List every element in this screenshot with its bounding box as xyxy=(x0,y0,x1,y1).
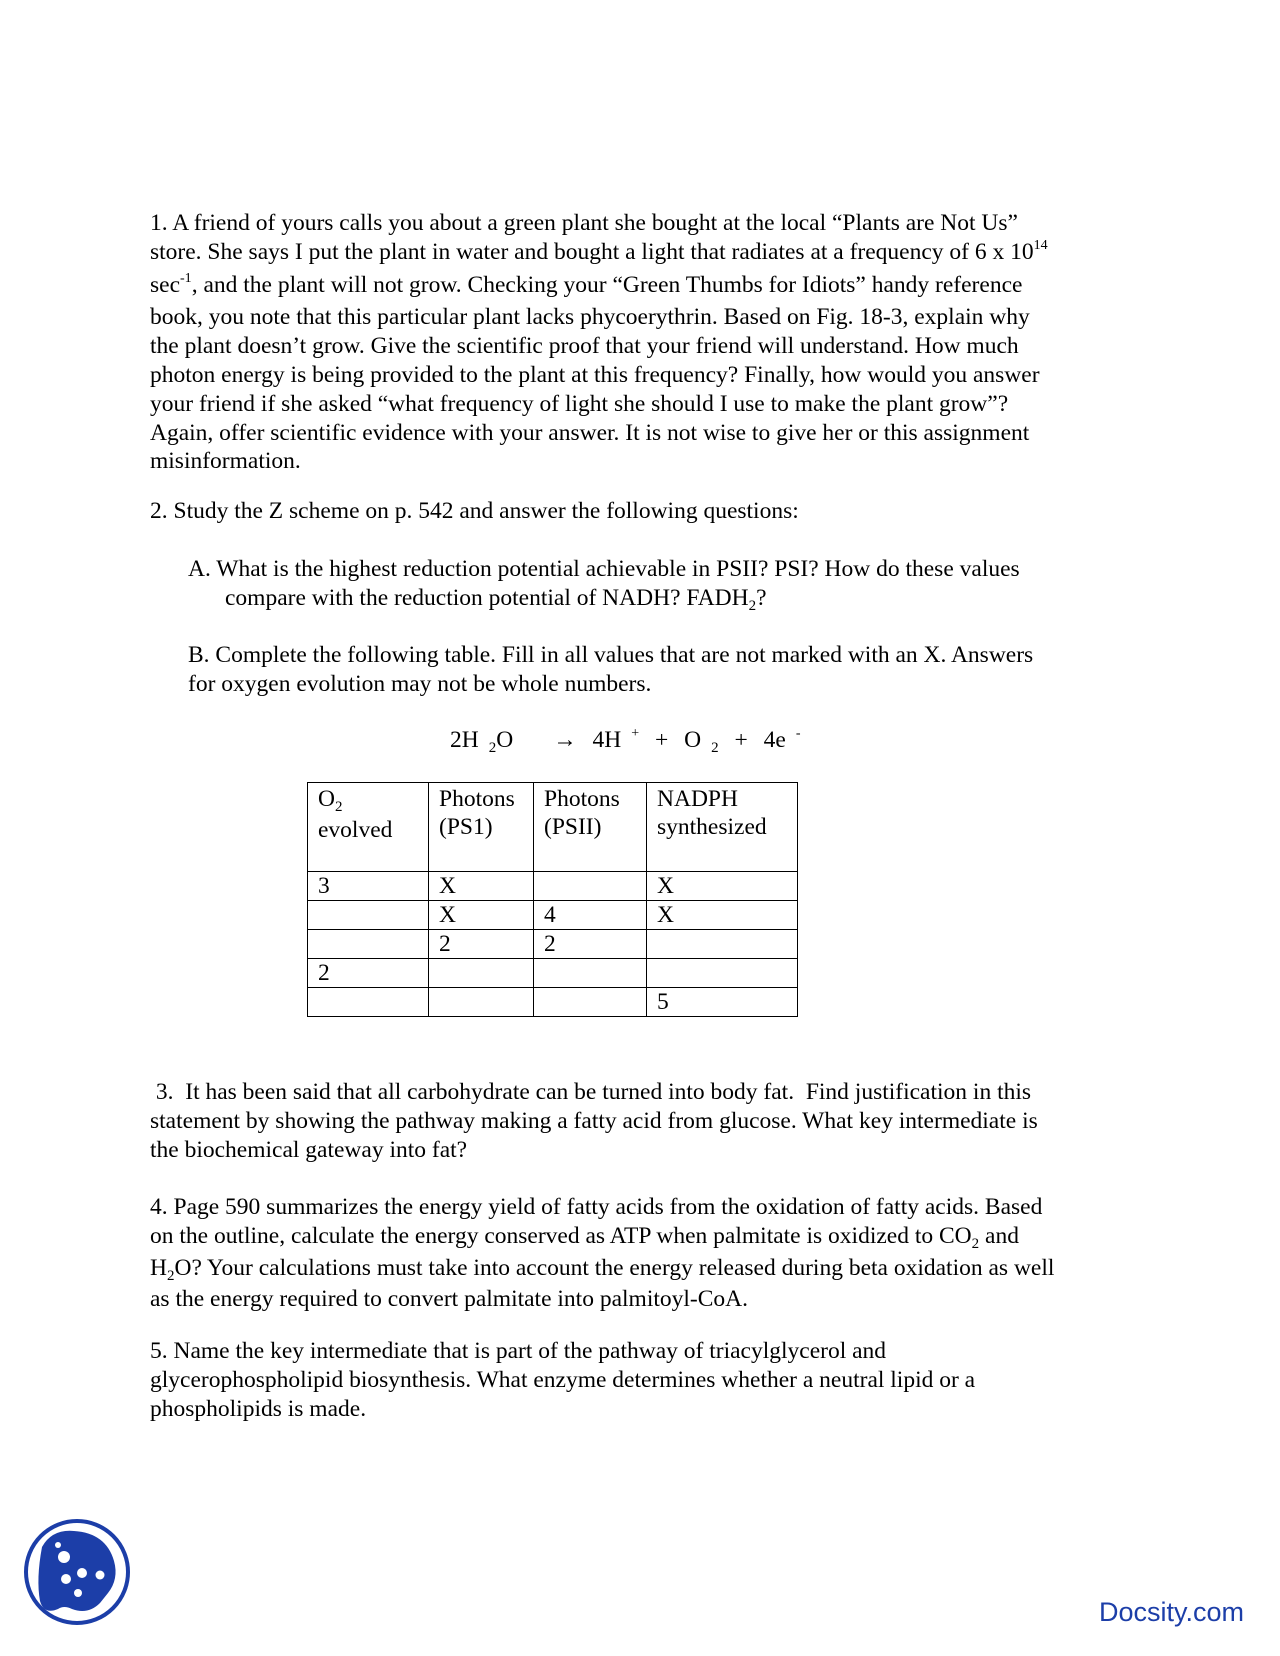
water-splitting-equation xyxy=(450,727,810,754)
question-4 xyxy=(150,1193,1135,1314)
q4-line-text: and xyxy=(979,1222,1019,1249)
q2a-line: A. What is the highest reduction potential achievable in PSII? PSI? How do these values xyxy=(188,556,1020,582)
header-nadph-synthesized xyxy=(647,783,798,872)
q2a-line xyxy=(188,584,1173,616)
q1-line: book, you note that this particular plant lacks phycoerythrin. Based on Fig. 18-3, explain why xyxy=(150,304,1030,331)
q2a-line-end: ? xyxy=(756,584,767,611)
h2o-subscript: 2 xyxy=(166,1267,175,1284)
docsity-logo-icon xyxy=(22,1517,132,1627)
question-1 xyxy=(150,209,1135,476)
q2b-line: B. Complete the following table. Fill in all values that are not marked with an X. Answers xyxy=(188,642,1034,668)
q4-line: 4. Page 590 summarizes the energy yield of fatty acids from the oxidation of fatty acids. Based xyxy=(150,1194,1043,1220)
header-text: (PS1) xyxy=(439,814,493,840)
table-row xyxy=(308,988,798,1017)
q1-line: the plant doesn’t grow. Give the scientific proof that your friend will understand. How much xyxy=(150,333,1019,360)
table-cell[interactable]: 2 xyxy=(429,930,534,959)
co2-subscript: 2 xyxy=(971,1235,980,1252)
question-2 xyxy=(150,497,1135,526)
table-cell[interactable] xyxy=(647,959,798,988)
q1-exponent-14: 14 xyxy=(1033,237,1048,253)
q1-line: 1. A friend of yours calls you about a green plant she bought at the local “Plants are Not Us” xyxy=(150,210,1018,236)
table-cell[interactable]: 2 xyxy=(308,959,429,988)
table-cell[interactable] xyxy=(429,988,534,1017)
question-2a xyxy=(188,555,1173,616)
q4-line xyxy=(150,1222,1135,1254)
header-text: O xyxy=(318,786,335,812)
q4-line-text: on the outline, calculate the energy conserved as ATP when palmitate is oxidized to CO xyxy=(150,1222,972,1249)
header-text: evolved xyxy=(318,817,393,843)
q4-line: as the energy required to convert palmitate into palmitoyl-CoA. xyxy=(150,1286,748,1313)
q1-line-text: store. She says I put the plant in water and bought a light that radiates at a frequency of 6 x 10 xyxy=(150,238,1034,265)
table-cell[interactable] xyxy=(647,930,798,959)
table-cell[interactable]: X xyxy=(429,872,534,901)
q3-line: the biochemical gateway into fat? xyxy=(150,1136,468,1163)
header-sub: 2 xyxy=(334,799,343,815)
q2a-line-text: compare with the reduction potential of NADH? FADH xyxy=(225,584,749,611)
table-row xyxy=(308,959,798,988)
equation-plus: + xyxy=(734,727,748,753)
equation-sub: 2 xyxy=(488,740,497,756)
equation-electrons-text: 4e xyxy=(763,727,786,753)
table-cell[interactable]: 5 xyxy=(647,988,798,1017)
header-photons-ps1 xyxy=(429,783,534,872)
equation-oxygen-sub: 2 xyxy=(711,740,719,756)
q1-line xyxy=(150,271,1135,304)
header-text: Photons xyxy=(544,786,620,812)
table-cell[interactable] xyxy=(308,901,429,930)
equation-proton xyxy=(592,727,639,753)
table-cell[interactable]: X xyxy=(647,901,798,930)
q2-intro: 2. Study the Z scheme on p. 542 and answer the following questions: xyxy=(150,498,799,524)
table-cell[interactable] xyxy=(308,988,429,1017)
equation-oxygen-text: O xyxy=(684,727,702,753)
q4-line-text: H xyxy=(150,1254,167,1281)
equation-oxygen xyxy=(684,727,719,756)
table-header-row xyxy=(308,783,798,872)
equation-o: O xyxy=(496,727,514,753)
q4-line-text: O? Your calculations must take into account the energy released during beta oxidation as well xyxy=(174,1254,1055,1281)
table-cell[interactable]: 2 xyxy=(534,930,647,959)
header-o2-evolved xyxy=(308,783,429,872)
q5-line: phospholipids is made. xyxy=(150,1395,367,1422)
table-cell[interactable] xyxy=(308,930,429,959)
table-cell[interactable] xyxy=(534,872,647,901)
q1-line: misinformation. xyxy=(150,448,301,475)
q1-line: Again, offer scientific evidence with your answer. It is not wise to give her or this assignment xyxy=(150,419,1030,446)
equation-proton-charge: + xyxy=(631,726,640,741)
q2b-line: for oxygen evolution may not be whole numbers. xyxy=(188,670,652,697)
header-text: (PSII) xyxy=(544,814,602,840)
q4-line xyxy=(150,1254,1135,1286)
docsity-brand-link[interactable]: Docsity.com xyxy=(1099,1597,1245,1627)
question-5 xyxy=(150,1337,1135,1423)
q1-exponent-neg1: -1 xyxy=(180,270,192,286)
equation-electrons xyxy=(764,727,801,753)
table-row xyxy=(308,901,798,930)
q5-line: glycerophospholipid biosynthesis. What enzyme determines whether a neutral lipid or a xyxy=(150,1366,976,1393)
header-photons-psii xyxy=(534,783,647,872)
table-cell[interactable]: X xyxy=(429,901,534,930)
equation-proton-text: 4H xyxy=(592,727,622,753)
q1-line-text: sec xyxy=(150,271,181,298)
equation-plus: + xyxy=(654,727,669,753)
q1-line: your friend if she asked “what frequency of light she should I use to make the plant grow”? xyxy=(150,390,1009,417)
table-cell[interactable] xyxy=(534,959,647,988)
equation-arrow: → xyxy=(553,727,577,753)
table-cell[interactable] xyxy=(534,988,647,1017)
header-text: synthesized xyxy=(657,814,767,840)
q1-line: photon energy is being provided to the plant at this frequency? Finally, how would you answer xyxy=(150,361,1040,388)
photosynthesis-table xyxy=(307,782,798,1017)
question-2b xyxy=(188,641,1173,699)
fadh-subscript: 2 xyxy=(748,597,757,614)
table-row xyxy=(308,930,798,959)
table-cell[interactable]: 4 xyxy=(534,901,647,930)
q3-line: statement by showing the pathway making a fatty acid from glucose. What key intermediate is xyxy=(150,1107,1038,1134)
q1-line xyxy=(150,238,1135,271)
header-text: Photons xyxy=(439,786,515,812)
header-text: NADPH xyxy=(657,786,738,812)
table-cell[interactable]: 3 xyxy=(308,872,429,901)
table-row xyxy=(308,872,798,901)
question-3 xyxy=(150,1078,1135,1164)
equation-electrons-charge: - xyxy=(795,726,801,741)
q5-line: 5. Name the key intermediate that is part of the pathway of triacylglycerol and xyxy=(150,1338,887,1364)
q3-line: 3. It has been said that all carbohydrate can be turned into body fat. Find justification in this xyxy=(150,1079,1032,1105)
q1-line-text: , and the plant will not grow. Checking your “Green Thumbs for Idiots” handy reference xyxy=(191,271,1023,298)
equation-h: 2H xyxy=(450,727,479,753)
table-cell[interactable]: X xyxy=(647,872,798,901)
equation-reactant xyxy=(450,727,523,756)
table-cell[interactable] xyxy=(429,959,534,988)
